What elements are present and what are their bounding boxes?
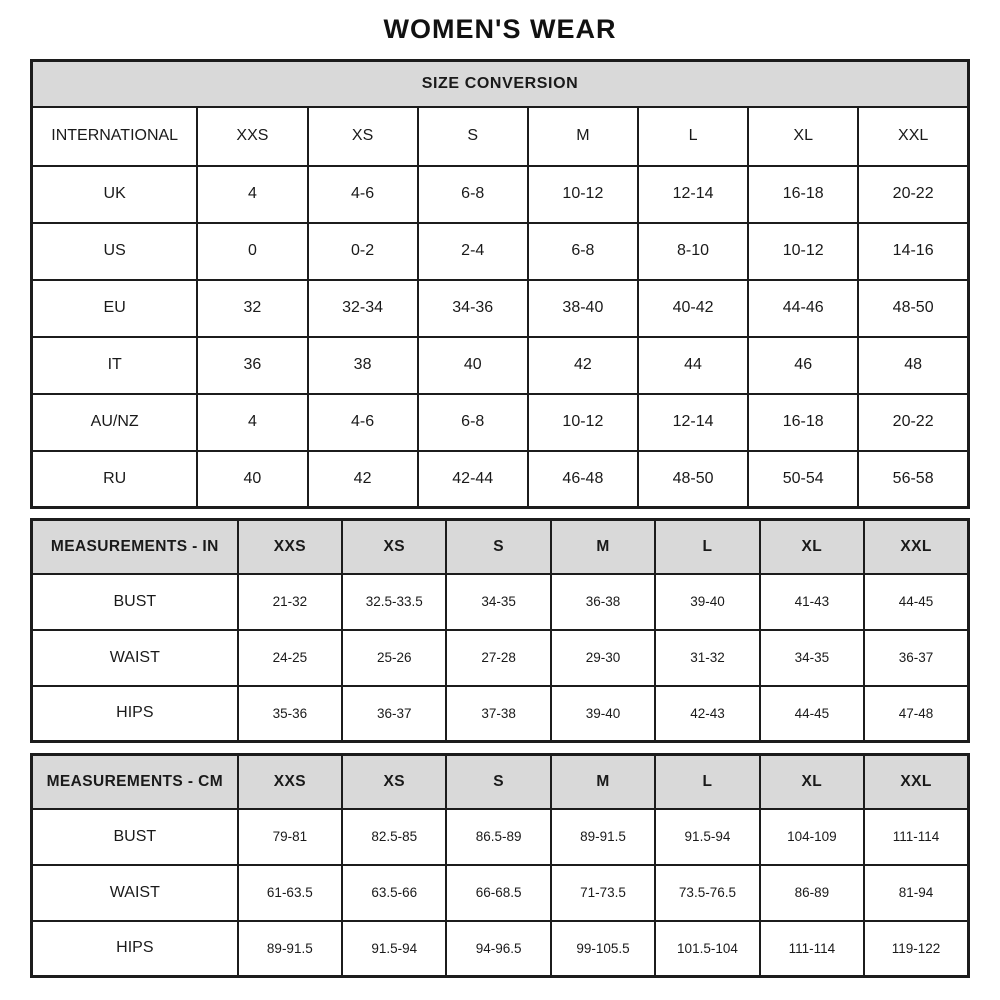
row-label: HIPS xyxy=(32,686,238,742)
value-cell: 41-43 xyxy=(760,574,864,630)
size_conversion-size-header-xxs: XXS xyxy=(197,107,307,166)
table-row xyxy=(32,166,969,223)
value-cell: 12-14 xyxy=(638,394,748,451)
value-cell: 104-109 xyxy=(760,809,864,865)
value-cell: 61-63.5 xyxy=(238,865,342,921)
measurements_cm-size-header-xxl: XXL xyxy=(864,755,968,809)
row-label: WAIST xyxy=(32,630,238,686)
measurements-cm-table xyxy=(30,753,970,978)
table-row xyxy=(32,921,969,977)
value-cell: 63.5-66 xyxy=(342,865,446,921)
value-cell: 10-12 xyxy=(748,223,858,280)
value-cell: 12-14 xyxy=(638,166,748,223)
value-cell: 36 xyxy=(197,337,307,394)
measurements_cm-size-header-xxs: XXS xyxy=(238,755,342,809)
table-row xyxy=(32,809,969,865)
measurements_cm-size-header-m: M xyxy=(551,755,655,809)
value-cell: 86.5-89 xyxy=(446,809,550,865)
value-cell: 29-30 xyxy=(551,630,655,686)
row-label: WAIST xyxy=(32,865,238,921)
measurements_in-size-header-xxl: XXL xyxy=(864,520,968,574)
value-cell: 4-6 xyxy=(308,394,418,451)
value-cell: 47-48 xyxy=(864,686,968,742)
row-label: RU xyxy=(32,451,198,508)
value-cell: 73.5-76.5 xyxy=(655,865,759,921)
value-cell: 89-91.5 xyxy=(551,809,655,865)
value-cell: 39-40 xyxy=(655,574,759,630)
value-cell: 16-18 xyxy=(748,394,858,451)
value-cell: 46-48 xyxy=(528,451,638,508)
value-cell: 56-58 xyxy=(858,451,968,508)
measurements_in-size-header-xs: XS xyxy=(342,520,446,574)
row-label: AU/NZ xyxy=(32,394,198,451)
value-cell: 42 xyxy=(308,451,418,508)
measurements_in-size-header-m: M xyxy=(551,520,655,574)
measurements_cm-size-header-xl: XL xyxy=(760,755,864,809)
table-row xyxy=(32,686,969,742)
value-cell: 38 xyxy=(308,337,418,394)
measurements_cm-header-row xyxy=(32,755,969,809)
size_conversion-band-row xyxy=(32,61,969,107)
value-cell: 42-44 xyxy=(418,451,528,508)
value-cell: 50-54 xyxy=(748,451,858,508)
value-cell: 66-68.5 xyxy=(446,865,550,921)
value-cell: 101.5-104 xyxy=(655,921,759,977)
size_conversion-size-header-xl: XL xyxy=(748,107,858,166)
measurements_in-corner-header: MEASUREMENTS - IN xyxy=(32,520,238,574)
value-cell: 4 xyxy=(197,394,307,451)
value-cell: 39-40 xyxy=(551,686,655,742)
value-cell: 6-8 xyxy=(418,166,528,223)
value-cell: 81-94 xyxy=(864,865,968,921)
value-cell: 0 xyxy=(197,223,307,280)
value-cell: 32.5-33.5 xyxy=(342,574,446,630)
measurements_in-size-header-xxs: XXS xyxy=(238,520,342,574)
value-cell: 44-46 xyxy=(748,280,858,337)
measurements_cm-size-header-xs: XS xyxy=(342,755,446,809)
row-label: UK xyxy=(32,166,198,223)
value-cell: 32-34 xyxy=(308,280,418,337)
measurements_in-size-header-xl: XL xyxy=(760,520,864,574)
value-cell: 111-114 xyxy=(864,809,968,865)
value-cell: 14-16 xyxy=(858,223,968,280)
value-cell: 0-2 xyxy=(308,223,418,280)
value-cell: 10-12 xyxy=(528,166,638,223)
row-label: BUST xyxy=(32,574,238,630)
value-cell: 71-73.5 xyxy=(551,865,655,921)
table-row xyxy=(32,451,969,508)
value-cell: 86-89 xyxy=(760,865,864,921)
value-cell: 6-8 xyxy=(528,223,638,280)
row-label: HIPS xyxy=(32,921,238,977)
value-cell: 38-40 xyxy=(528,280,638,337)
value-cell: 40 xyxy=(197,451,307,508)
measurements_in-size-header-l: L xyxy=(655,520,759,574)
value-cell: 119-122 xyxy=(864,921,968,977)
value-cell: 42-43 xyxy=(655,686,759,742)
size_conversion-size-header-s: S xyxy=(418,107,528,166)
value-cell: 21-32 xyxy=(238,574,342,630)
value-cell: 94-96.5 xyxy=(446,921,550,977)
table-row xyxy=(32,574,969,630)
value-cell: 34-35 xyxy=(446,574,550,630)
value-cell: 40 xyxy=(418,337,528,394)
value-cell: 32 xyxy=(197,280,307,337)
value-cell: 36-38 xyxy=(551,574,655,630)
value-cell: 10-12 xyxy=(528,394,638,451)
value-cell: 27-28 xyxy=(446,630,550,686)
value-cell: 44-45 xyxy=(864,574,968,630)
value-cell: 37-38 xyxy=(446,686,550,742)
measurements-in-table xyxy=(30,518,970,743)
value-cell: 48-50 xyxy=(638,451,748,508)
size_conversion-corner-header: INTERNATIONAL xyxy=(32,107,198,166)
row-label: IT xyxy=(32,337,198,394)
table-row xyxy=(32,337,969,394)
size-conversion-table xyxy=(30,59,970,509)
value-cell: 89-91.5 xyxy=(238,921,342,977)
value-cell: 20-22 xyxy=(858,166,968,223)
value-cell: 44 xyxy=(638,337,748,394)
size_conversion-size-header-xxl: XXL xyxy=(858,107,968,166)
value-cell: 16-18 xyxy=(748,166,858,223)
size_conversion-size-header-xs: XS xyxy=(308,107,418,166)
value-cell: 31-32 xyxy=(655,630,759,686)
measurements_cm-corner-header: MEASUREMENTS - CM xyxy=(32,755,238,809)
value-cell: 35-36 xyxy=(238,686,342,742)
value-cell: 2-4 xyxy=(418,223,528,280)
row-label: US xyxy=(32,223,198,280)
value-cell: 4 xyxy=(197,166,307,223)
size_conversion-size-header-m: M xyxy=(528,107,638,166)
table-row xyxy=(32,630,969,686)
size_conversion-header-row xyxy=(32,107,969,166)
value-cell: 4-6 xyxy=(308,166,418,223)
table-row xyxy=(32,280,969,337)
value-cell: 34-36 xyxy=(418,280,528,337)
value-cell: 91.5-94 xyxy=(342,921,446,977)
value-cell: 40-42 xyxy=(638,280,748,337)
value-cell: 20-22 xyxy=(858,394,968,451)
table-row xyxy=(32,865,969,921)
value-cell: 8-10 xyxy=(638,223,748,280)
size_conversion-size-header-l: L xyxy=(638,107,748,166)
measurements_cm-size-header-l: L xyxy=(655,755,759,809)
measurements_cm-size-header-s: S xyxy=(446,755,550,809)
value-cell: 36-37 xyxy=(342,686,446,742)
value-cell: 46 xyxy=(748,337,858,394)
value-cell: 48-50 xyxy=(858,280,968,337)
measurements_in-header-row xyxy=(32,520,969,574)
value-cell: 25-26 xyxy=(342,630,446,686)
value-cell: 42 xyxy=(528,337,638,394)
value-cell: 24-25 xyxy=(238,630,342,686)
size_conversion-band-title: SIZE CONVERSION xyxy=(32,61,969,107)
measurements_in-size-header-s: S xyxy=(446,520,550,574)
value-cell: 82.5-85 xyxy=(342,809,446,865)
value-cell: 34-35 xyxy=(760,630,864,686)
value-cell: 36-37 xyxy=(864,630,968,686)
table-row xyxy=(32,223,969,280)
value-cell: 44-45 xyxy=(760,686,864,742)
page-title: WOMEN'S WEAR xyxy=(383,14,617,44)
value-cell: 79-81 xyxy=(238,809,342,865)
table-row xyxy=(32,394,969,451)
row-label: EU xyxy=(32,280,198,337)
value-cell: 99-105.5 xyxy=(551,921,655,977)
row-label: BUST xyxy=(32,809,238,865)
value-cell: 6-8 xyxy=(418,394,528,451)
value-cell: 48 xyxy=(858,337,968,394)
value-cell: 91.5-94 xyxy=(655,809,759,865)
value-cell: 111-114 xyxy=(760,921,864,977)
